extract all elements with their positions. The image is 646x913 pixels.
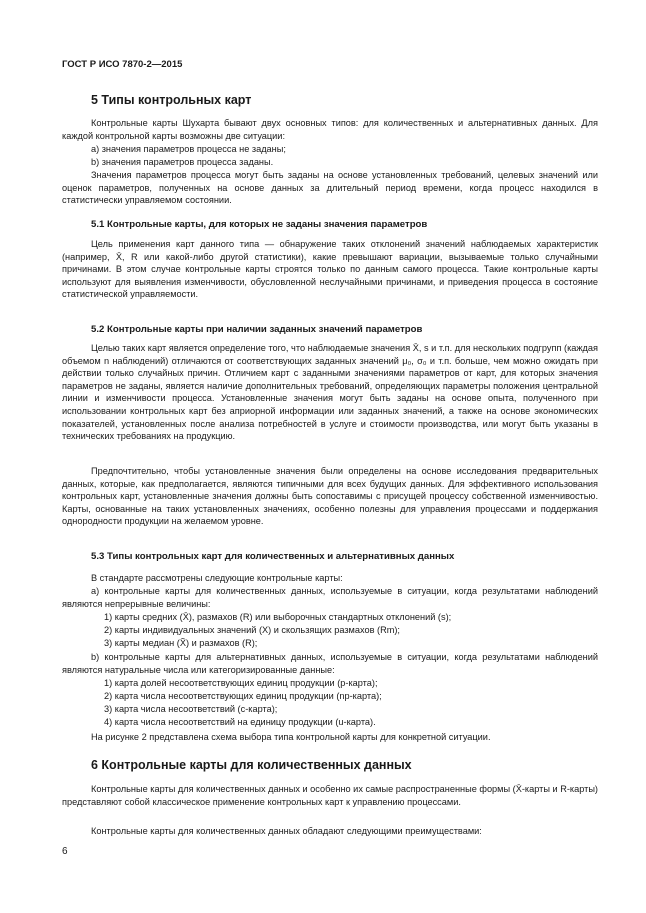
list-item-a: a) значения параметров процесса не заданы; bbox=[91, 144, 286, 154]
section-5-2-paragraph-1: Целью таких карт является определение того, что наблюдаемые значения X̄, s и т.п. для нескольких подгрупп (каждая объемом n наблюдений) отличаются от соответствующих заданных значений μ₀, σ₀ и т.п. больше, чем можно ожидать при действии только случайных причин. Отличием карт с заданными значениями параметров от карт, для которых значения параметров не заданы, является наличие дополнительных требований, определяющих параметры положения центральной линии и изменчивости процесса. Установленные значения могут быть заданы на основе опыта, полученного при использовании контрольных карт без априорной информации или заданных значений, а также на основе экономических показателей, установленных после анализа потребностей в услуге и стоимости производства, или могут быть указаны в технических требованиях на продукцию. bbox=[62, 343, 598, 442]
section-5-2-paragraph-2: Предпочтительно, чтобы установленные значения были определены на основе исследования предварительных данных, которые, как предполагается, являются типичными для всех будущих данных. Для эффективного использования контрольных карт, установленные значения должны быть сопоставимы с присущей процессу собственной изменчивостью. Карты, основанные на таких установленных значениях, особенно полезны для управления процессами и поддержания однородности продукции на желаемом уровне. bbox=[62, 466, 598, 527]
section-5-3-item-b: b) контрольные карты для альтернативных данных, используемые в ситуации, когда результатами наблюдений являются натуральные числа или категоризированные данные: bbox=[62, 652, 598, 675]
section-6-paragraph-2: Контрольные карты для количественных данных обладают следующими преимуществами: bbox=[91, 826, 482, 836]
list-item-b4: 4) карта числа несоответствий на единицу продукции (u-карта). bbox=[104, 717, 376, 727]
standard-header: ГОСТ Р ИСО 7870-2—2015 bbox=[62, 59, 183, 70]
list-item-b1: 1) карта долей несоответствующих единиц продукции (p-карта); bbox=[104, 678, 378, 688]
section-6-paragraph-1: Контрольные карты для количественных данных и особенно их самые распространенные формы (X̄-карты и R-карты) представляют собой классическое применение контрольных карт к управлению процессами. bbox=[62, 784, 598, 807]
section-5-paragraph-2: Значения параметров процесса могут быть заданы на основе установленных требований, целевых значений или оценок параметров, полученных на основе данных за длительный период времени, когда процесс находился в статистически управляемом состоянии. bbox=[62, 170, 598, 206]
list-item-a2: 2) карты индивидуальных значений (X) и скользящих размахов (Rm); bbox=[104, 625, 400, 635]
list-item-a1: 1) карты средних (X̄), размахов (R) или выборочных стандартных отклонений (s); bbox=[104, 612, 452, 622]
section-5-1-paragraph: Цель применения карт данного типа — обнаружение таких отклонений значений наблюдаемых характеристик (например, X̄, R или какой-либо другой статистики), какие превышают вариации, вызываемые только случайными причинами. В этом случае контрольные карты строятся только по данным самого процесса. Такие контрольные карты используют для выявления изменчивости, обусловленной неслучайными причинами, и приведения процесса в состояние статистической управляемости. bbox=[62, 239, 598, 300]
list-item-b3: 3) карта числа несоответствий (c-карта); bbox=[104, 704, 278, 714]
section-6-title: 6 Контрольные карты для количественных данных bbox=[91, 758, 412, 772]
section-5-2-title: 5.2 Контрольные карты при наличии заданных значений параметров bbox=[91, 324, 423, 335]
section-5-3-title: 5.3 Типы контрольных карт для количественных и альтернативных данных bbox=[91, 551, 455, 562]
list-item-a3: 3) карты медиан (X̃) и размахов (R); bbox=[104, 638, 258, 648]
section-5-3-item-a: a) контрольные карты для количественных данных, используемые в ситуации, когда результатами наблюдений являются непрерывные величины: bbox=[62, 586, 598, 609]
page-number: 6 bbox=[62, 846, 68, 857]
section-5-3-closing: На рисунке 2 представлена схема выбора типа контрольной карты для конкретной ситуации. bbox=[91, 732, 491, 742]
section-5-3-intro: В стандарте рассмотрены следующие контрольные карты: bbox=[91, 573, 343, 583]
section-5-title: 5 Типы контрольных карт bbox=[91, 93, 252, 107]
list-item-b2: 2) карта числа несоответствующих единиц продукции (np-карта); bbox=[104, 691, 382, 701]
section-5-intro: Контрольные карты Шухарта бывают двух основных типов: для количественных и альтернативных данных. Для каждой контрольной карты возможны две ситуации: bbox=[62, 118, 598, 141]
list-item-b: b) значения параметров процесса заданы. bbox=[91, 157, 274, 167]
section-5-1-title: 5.1 Контрольные карты, для которых не заданы значения параметров bbox=[91, 219, 428, 230]
